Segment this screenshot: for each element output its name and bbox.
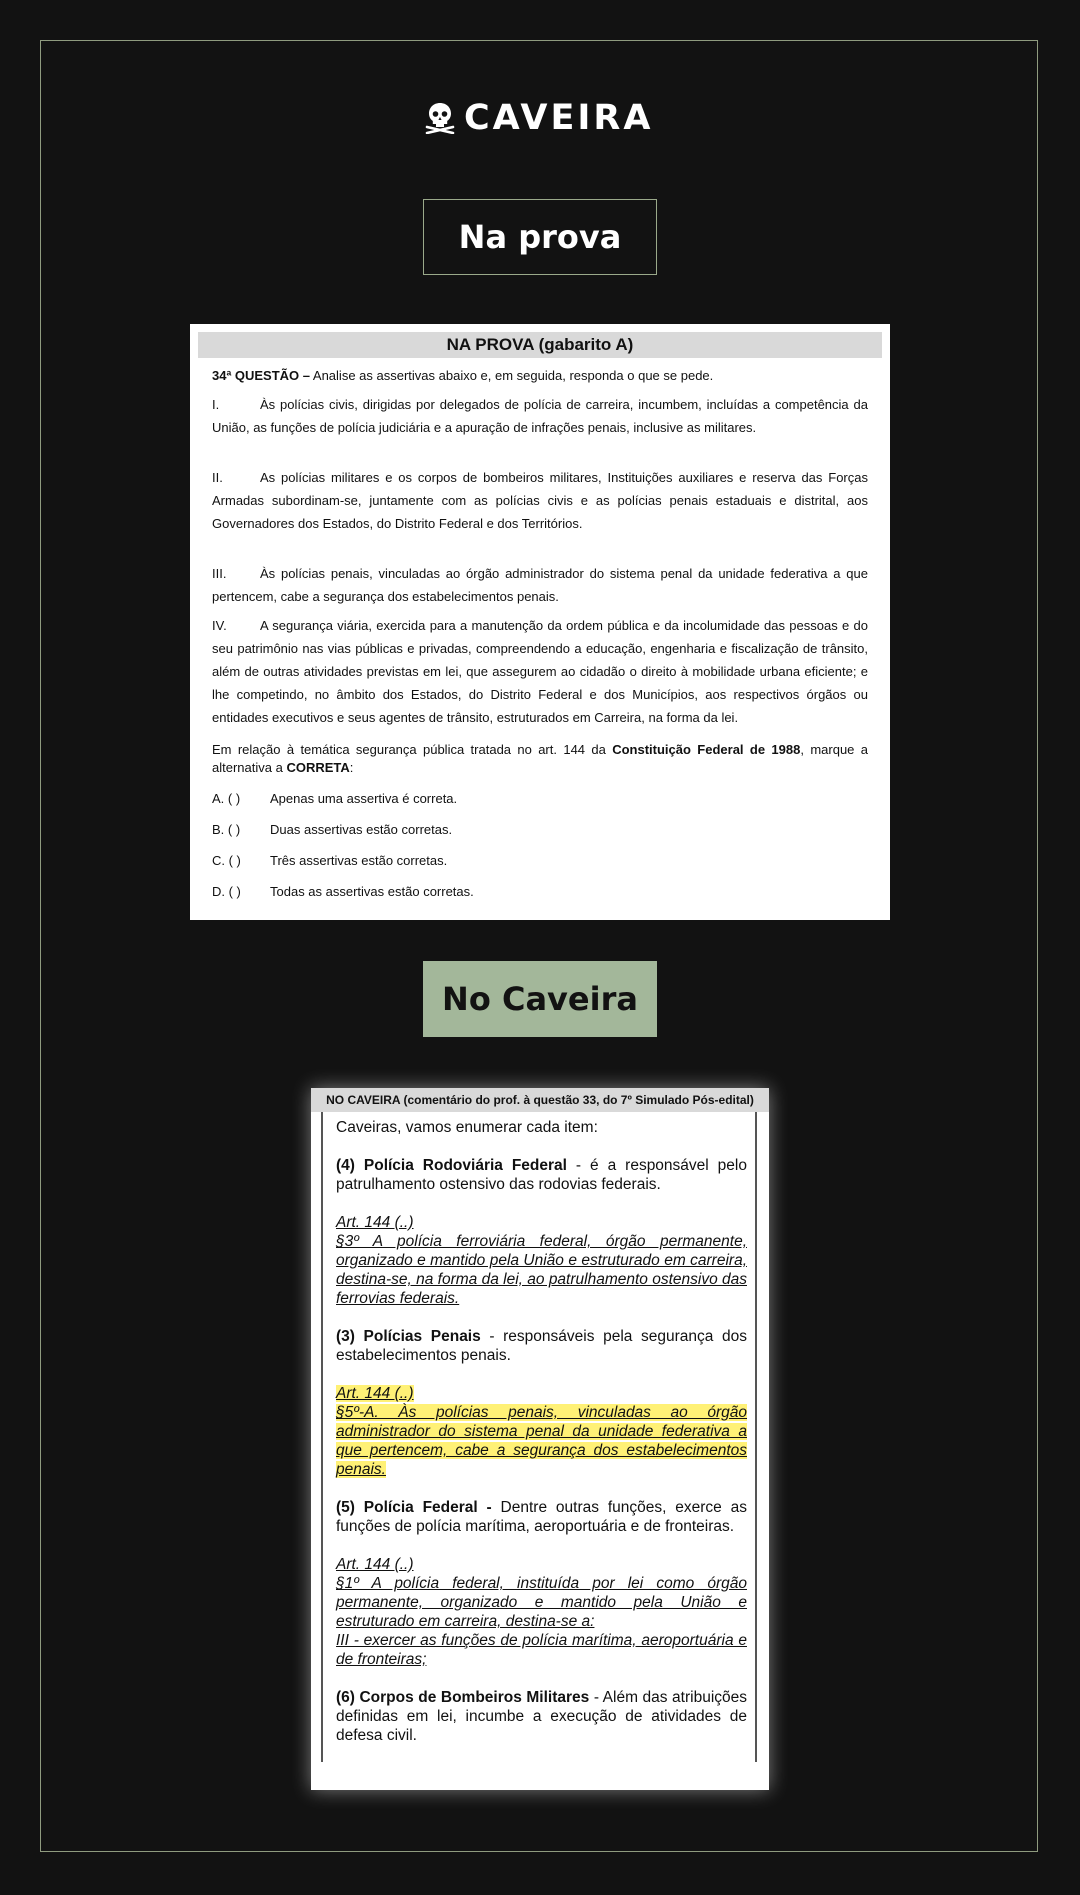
art-144-par-3: §3º A polícia ferroviária federal, órgão permanente, organizado e mantido pela União e estruturado em carreira, destina-se, na forma da lei, ao patrulhamento ostensivo das ferrovias federais. [336,1233,747,1307]
caveira-header: NO CAVEIRA (comentário do prof. à questão 33, do 7º Simulado Pós-edital) [311,1088,769,1112]
art-144-par-1: §1º A polícia federal, instituída por lei como órgão permanente, organizado e mantido pela União e estruturado em carreira, destina-se a: [336,1575,747,1630]
option-d: D. ( ) Todas as assertivas estão corretas. [212,884,474,899]
comment-item-5: (5) Polícia Federal - Dentre outras funções, exerce as funções de polícia marítima, aeroportuária e de fronteiras. [336,1499,747,1535]
comment-item-6: (6) Corpos de Bombeiros Militares - Além das atribuições definidas em lei, incumbe a execução de atividades de defesa civil. [336,1689,747,1744]
prova-document [190,324,890,920]
question-statement: 34ª QUESTÃO – Analise as assertivas abaixo e, em seguida, responda o que se pede. [212,368,714,383]
brand-name: CAVEIRA [464,98,654,138]
prova-header: NA PROVA (gabarito A) [198,332,882,358]
brand-logo [424,100,653,136]
assertiva-3: III. Às polícias penais, vinculadas ao órgão administrador do sistema penal da unidade federativa a que pertencem, cabe a segurança dos estabelecimentos penais. [212,566,868,604]
question-command: Em relação à temática segurança pública tratada no art. 144 da Constituição Federal de 1988, marque a alternativa a CORRETA: [212,742,868,775]
assertiva-1: I. Às polícias civis, dirigidas por delegados de polícia de carreira, incumbem, incluídas a competência da União, as funções de polícia judiciária e a apuração de infrações penais, inclusive as militares. [212,397,868,435]
art-144-ref-2: Art. 144 (..) [336,1385,414,1402]
caveira-document [311,1088,769,1790]
na-prova-label: Na prova [423,199,657,275]
art-144-ref-3: Art. 144 (..) [336,1556,414,1573]
comment-intro: Caveiras, vamos enumerar cada item: [336,1119,598,1136]
assertiva-4: IV. A segurança viária, exercida para a manutenção da ordem pública e da incolumidade das pessoas e do seu patrimônio nas vias públicas e privadas, compreendendo a educação, engenharia e fiscalização de trânsito, além de outras atividades previstas em lei, que assegurem ao cidadão o direito à mobilidade urbana eficiente; e lhe competindo, no âmbito dos Estados, do Distrito Federal e dos Municípios, aos respectivos órgãos ou entidades executivos e seus agentes de trânsito, estruturados em Carreira, na forma da lei. [212,618,868,725]
comment-item-4: (4) Polícia Rodoviária Federal - é a responsável pelo patrulhamento ostensivo das rodovias federais. [336,1157,747,1193]
option-c: C. ( ) Três assertivas estão corretas. [212,853,448,868]
option-a: A. ( ) Apenas uma assertiva é correta. [212,791,458,806]
art-144-par-5a: §5º-A. Às polícias penais, vinculadas ao órgão administrador do sistema penal da unidade federativa a que pertencem, cabe a segurança dos estabelecimentos penais. [336,1404,747,1478]
option-b: B. ( ) Duas assertivas estão corretas. [212,822,453,837]
assertiva-2: II. As polícias militares e os corpos de bombeiros militares, Instituições auxiliares e reserva das Forças Armadas subordinam-se, juntamente com as polícias civis e as polícias penais estaduais e distrital, aos Governadores dos Estados, do Distrito Federal e dos Territórios. [212,470,868,531]
comment-item-3: (3) Polícias Penais - responsáveis pela segurança dos estabelecimentos penais. [336,1328,748,1364]
art-144-par-1-iii: III - exercer as funções de polícia marítima, aeroportuária e de fronteiras; [336,1632,747,1668]
art-144-ref-1: Art. 144 (..) [336,1214,414,1231]
skull-icon [424,102,456,134]
no-caveira-label: No Caveira [423,961,657,1037]
